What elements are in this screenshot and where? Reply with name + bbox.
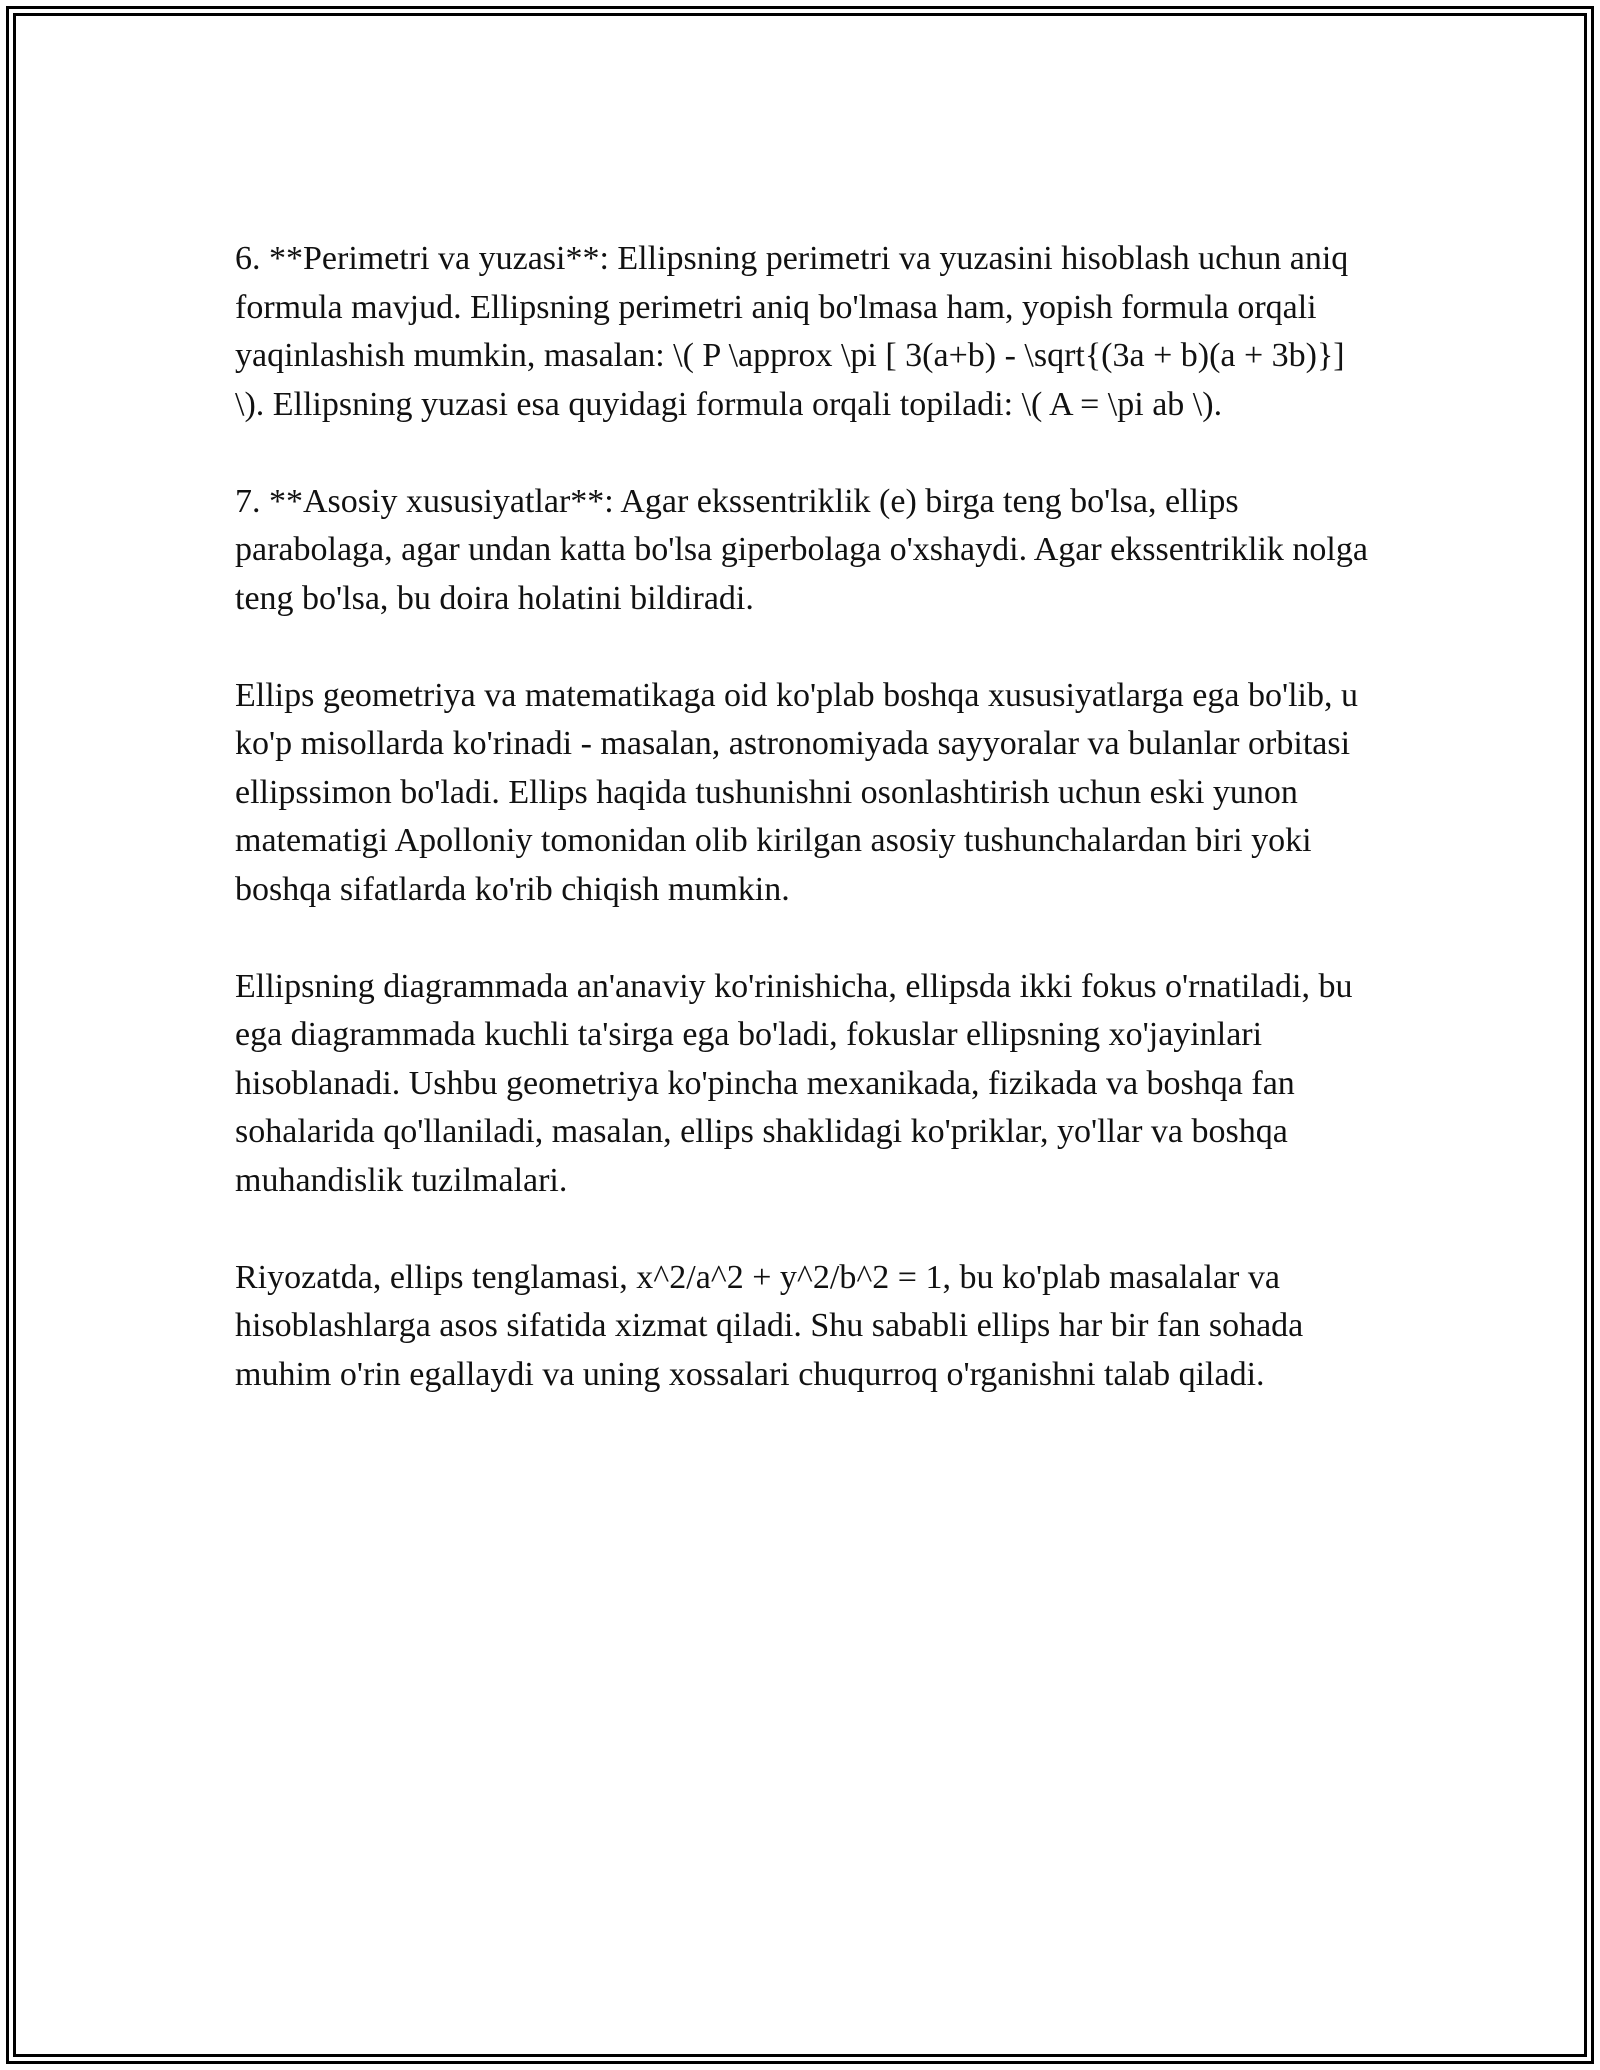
paragraph-ellipse-equation: Riyozatda, ellips tenglamasi, x^2/a^2 + y^2/b^2 = 1, bu ko'plab masalalar va hisoblashlarga asos sifatida xizmat qiladi. Shu sababli ellips har bir fan sohada muhim o'rin egallaydi va uning xossalari chuqurroq o'rganishni talab qiladi. [235, 1258, 1304, 1393]
paragraph-perimeter-area: 6. **Perimetri va yuzasi**: Ellipsning perimetri va yuzasini hisoblash uchun aniq formula mavjud. Ellipsning perimetri aniq bo'lmasa ham, yopish formula orqali yaqinlashish mumkin, masalan: \( P \approx \pi [ 3(a+b) - \sqrt{(3a + b)(a + 3b)}] \). Ellipsning yuzasi esa quyidagi formula orqali topiladi: \( A = \pi ab \). [235, 240, 1349, 423]
document-body [235, 235, 1375, 1448]
paragraph-ellipse-diagram: Ellipsning diagrammada an'anaviy ko'rinishicha, ellipsda ikki fokus o'rnatiladi, bu ega diagrammada kuchli ta'sirga ega bo'ladi, fokuslar ellipsning xo'jayinlari hisoblanadi. Ushbu geometriya ko'pincha mexanikada, fizikada va boshqa fan sohalarida qo'llaniladi, masalan, ellips shaklidagi ko'priklar, yo'llar va boshqa muhandislik tuzilmalari. [235, 967, 1353, 1199]
paragraph-ellipse-overview: Ellips geometriya va matematikaga oid ko'plab boshqa xususiyatlarga ega bo'lib, u ko'p misollarda ko'rinadi - masalan, astronomiyada sayyoralar va bulanlar orbitasi ellipssimon bo'ladi. Ellips haqida tushunishni osonlashtirish uchun eski yunon matematigi Apolloniy tomonidan olib kirilgan asosiy tushunchalardan biri yoki boshqa sifatlarda ko'rib chiqish mumkin. [235, 676, 1358, 908]
paragraph-main-properties: 7. **Asosiy xususiyatlar**: Agar ekssentriklik (e) birga teng bo'lsa, ellips parabolaga, agar undan katta bo'lsa giperbolaga o'xshaydi. Agar ekssentriklik nolga teng bo'lsa, bu doira holatini bildiradi. [235, 482, 1368, 617]
